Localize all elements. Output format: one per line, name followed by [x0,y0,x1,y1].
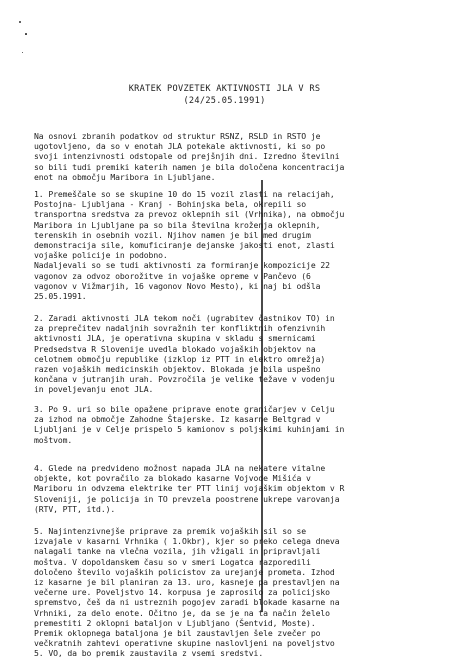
text-line: so bili tudi premiki katerih namen je bila določena koncentracija [34,161,345,172]
text-line: večerne ure. Poveljstvo 14. korpusa je zaprosilo za policijsko [34,587,330,598]
text-line: Sloveniji, je policija in TO prevzela poostrene ukrepe varovanja [34,493,340,504]
text-line: in poveljevanju enot JLA. [34,384,154,395]
text-line: Nadaljevali so se tudi aktivnosti za formiranje kompozicije 22 [34,260,330,271]
text-line: vagonov v Vižmarjih, 16 vagonov Novo Mesto), ki naj bi odšla [34,280,321,291]
text-line: Mariboru in odvzema elektrike ter PTT linij vojaškim objektom v R [34,483,345,494]
text-line: Na osnovi zbranih podatkov od struktur RSNZ, RSLD in RSTO je [34,131,321,141]
text-line: spremstvo, češ da ni ustreznih pogojev zaradi blokade kasarne na [34,597,340,608]
text-line: za preprečitev nadaljnih sovražnih ter konfliktnih ofenzivnih [34,323,326,334]
text-line: Vrhniki, za delo enote. Očitno je, da se je na ta način želelo [34,607,330,618]
text-line: 5. VO, da bo premik zaustavila z vsemi sredstvi. [34,648,264,658]
text-line: Premik oklopnega bataljona je bil zaustavljen šele zvečer po [34,627,321,638]
text-line: 25.05.1991. [34,290,87,301]
text-line: aktivnosti JLA, je operativna skupina v skladu s smernicami [34,333,316,344]
text-line: večkratnih zahtevi operativne skupine naslovljeni na poveljstvo [34,638,335,649]
text-line: (RTV, PTT, itd.). [34,503,116,514]
paragraph-4 [34,463,439,514]
text-line: vagonov za odvoz oborožitve in vojaške opreme v Pančevo (6 [34,270,311,281]
text-line: 2. Zaradi aktivnosti JLA tekom noči (ugrabitev častnikov TO) in [34,313,335,323]
document-title: KRATEK POVZETEK AKTIVNOSTI JLA V RS [128,84,321,94]
text-line: svoji intenzivnosti odstopale od prejšnjih dni. Izredno številni [34,151,340,162]
text-line: vojaške policije in podobno. [34,250,168,261]
text-line: določeno število vojaških policistov za urejanje prometa. Izhod [34,566,335,577]
text-line: Predsedstva R Slovenije uvedla blokado vojaških objektov na [34,343,316,354]
scan-speck [25,33,27,35]
text-line: razen vojaških medicinskih objektov. Blokada je bila uspešno [34,363,321,374]
paragraph-3 [34,404,439,445]
text-line: Ljubljani je v Celje prispelo 5 kamionov s poljskimi kuhinjami in [34,424,345,435]
text-line: Postojna- Ljubljana - Kranj - Bohinjska bela, okrepili so [34,199,307,210]
text-line: terenskih in osebnih vozil. Njihov namen je bil med drugim [34,229,311,240]
text-line: transportna sredstva za prevoz oklepnih sil (Vrhnika), na območju [34,209,345,220]
paragraph-1 [34,189,439,301]
paragraph-intro [34,131,439,182]
text-line: 5. Najintenzivnejše priprave za premik vojaških sil so se [34,526,307,536]
text-line: celotnem območju republike (izklop iz PTT in elektro omrežja) [34,353,326,364]
text-line: moštvom. [34,434,73,445]
text-line: izvajale v kasarni Vrhnika ( 1.Okbr), kjer so preko celega dneva [34,536,340,547]
text-line: 3. Po 9. uri so bile opažene priprave enote graničarjev v Celju [34,404,335,414]
paragraph-5 [34,526,439,658]
scan-speck [19,21,21,23]
text-line: premestiti 2 oklopni bataljon v Ljubljano (Šentvid, Moste). [34,617,316,628]
text-line: 1. Premeščale so se skupine 10 do 15 vozil zlasti na relacijah, [34,189,335,199]
text-line: končana v jutranjih urah. Povzročila je velike težave v vodenju [34,374,335,385]
text-line: Maribora in Ljubljane pa so bila številna kroženja oklepnih, [34,219,321,230]
scan-speck [22,52,23,53]
text-line: ugotovljeno, da so v enotah JLA potekale aktivnosti, ki so po [34,141,326,152]
text-line: moštva. V dopoldanskem času so v smeri Logatca razporedili [34,556,311,567]
text-line: objekte, kot povračilo za blokado kasarne Vojvode Mišića v [34,473,311,484]
text-line: za izhod na območje Zahodne Štajerske. Iz kasarne Beltgrad v [34,414,321,425]
paragraph-2 [34,313,439,395]
text-line: demonstracija sile, komuficiranje dejanske jakosti enot, zlasti [34,239,335,250]
text-line: 4. Glede na predvideno možnost napada JLA na nekatere vitalne [34,463,326,473]
document-date: (24/25.05.1991) [183,96,266,106]
text-line: enot na območju Maribora in Ljubljane. [34,171,216,182]
text-line: iz kasarne je bil planiran za 13. uro, kasneje pa prestavljen na [34,576,340,587]
text-line: nalagali tanke na vlečna vozila, jih vžigali in pripravljali [34,546,321,557]
